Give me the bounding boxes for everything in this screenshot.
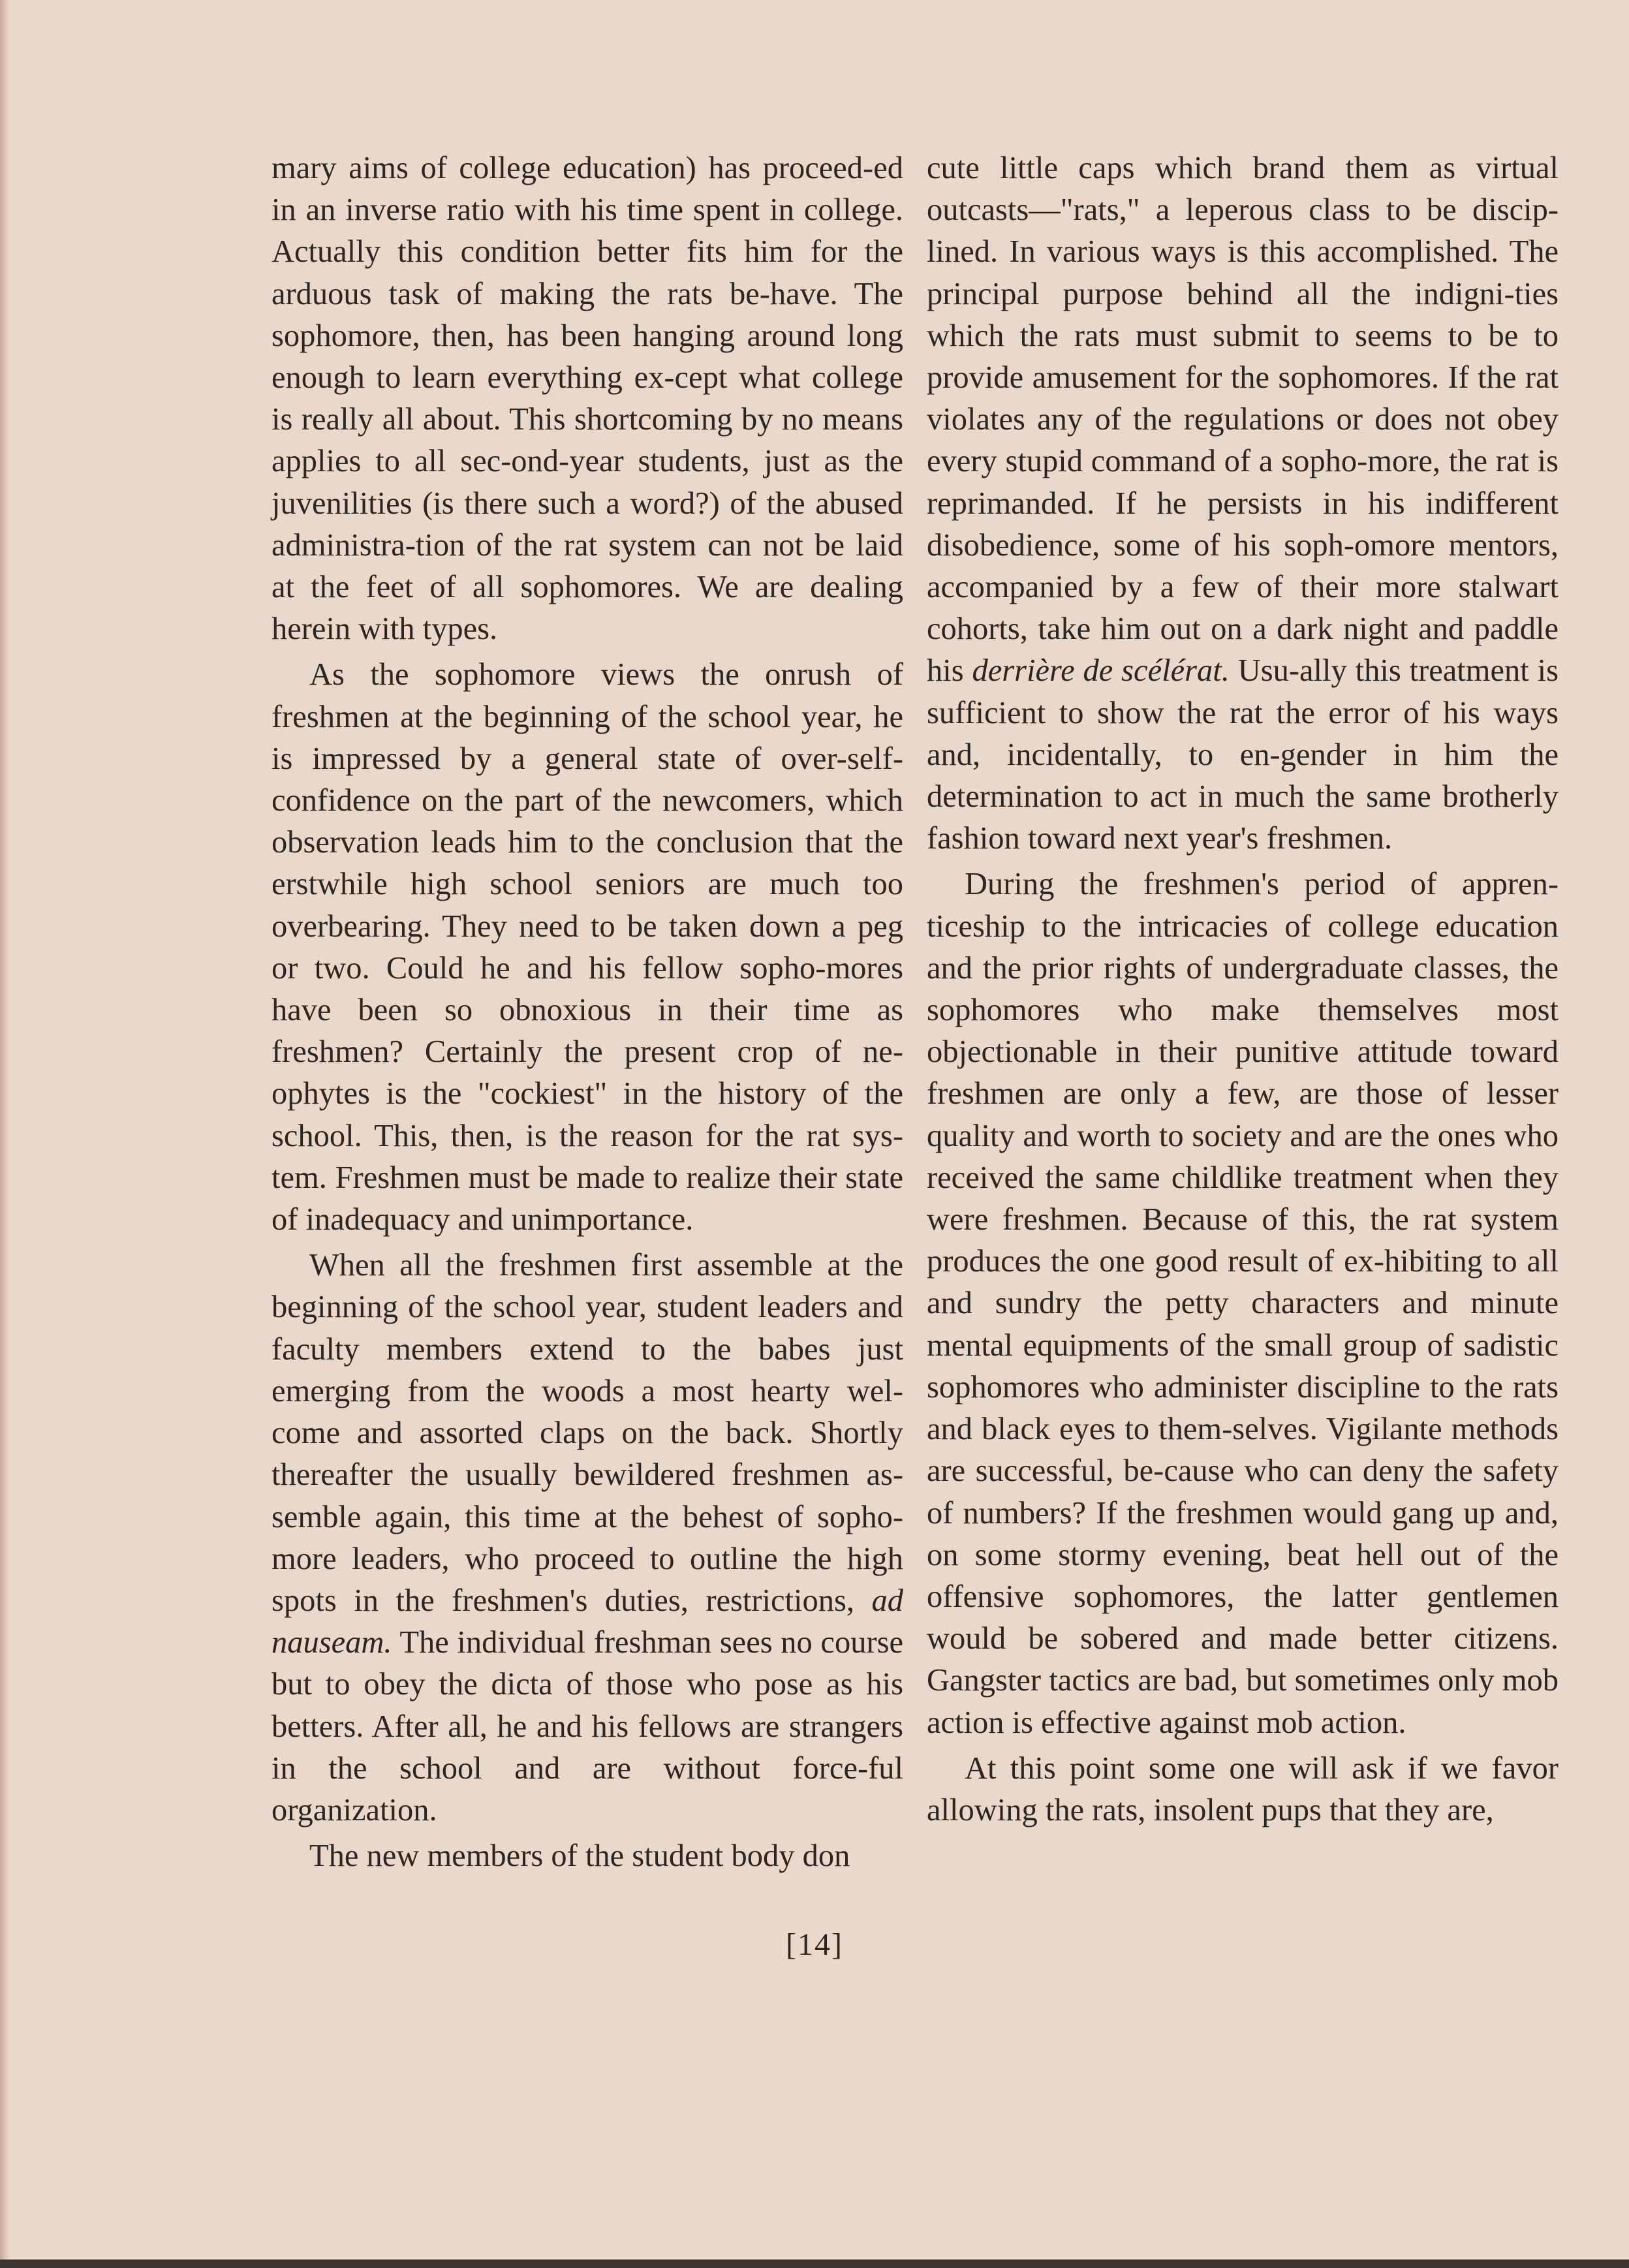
right-text-column bbox=[927, 148, 1559, 1831]
paragraph bbox=[927, 148, 1559, 860]
paragraph-text: mary aims of college education) has proceed-ed in an inverse ratio with his time spent in college. Actually this condition better fits him for the arduous task of making the rats be-have. The sophomore, then, has been hanging around long enough to learn everything ex-cept what college is really all about. This shortcoming by no means applies to all sec-ond-year students, just as the juvenilities (is there such a word?) of the abused administra-tion of the rat system can not be laid at the feet of all sophomores. We are dealing herein with types. bbox=[272, 151, 903, 647]
italic-phrase: derrière de scélérat. bbox=[972, 653, 1230, 689]
paragraph bbox=[272, 654, 903, 1241]
paragraph-text: cute little caps which brand them as virtual outcasts—"rats," a leperous class to be discip-lined. In various ways is this accomplished. The principal purpose behind all the indigni-ties which the rats must submit to seems to be to provide amusement for the sophomores. If the rat violates any of the regulations or does not obey every stupid command of a sopho-more, the rat is reprimanded. If he persists in his indifferent disobedience, some of his soph-omore mentors, accompanied by a few of their more stalwart cohorts, take him out on a dark night and paddle his bbox=[927, 151, 1559, 689]
paragraph-text: The individual freshman sees no course but to obey the dicta of those who pose as his betters. After all, he and his fellows are strangers in the school and are without force-ful organization. bbox=[272, 1625, 903, 1827]
left-text-column bbox=[272, 148, 903, 1877]
scan-bottom-edge bbox=[0, 2260, 1629, 2268]
paragraph-text: When all the freshmen first assemble at the beginning of the school year, student leaders and faculty members extend to the babes just emerging from the woods a most hearty wel-come and assorted claps on the back. Shortly thereafter the usually bewildered freshmen as-semble again, this time at the behest of sopho-more leaders, who proceed to outline the high spots in the freshmen's duties, restrictions, bbox=[272, 1248, 903, 1618]
paragraph-text: During the freshmen's period of appren-ticeship to the intricacies of college education and the prior rights of undergraduate classes, the sophomores who make themselves most objectionable in their punitive attitude toward freshmen are only a few, are those of lesser quality and worth to society and are the ones who received the same childlike treatment when they were freshmen. Because of this, the rat system produces the one good result of ex-hibiting to all and sundry the petty characters and minute mental equipments of the small group of sadistic sophomores who administer discipline to the rats and black eyes to them-selves. Vigilante methods are successful, be-cause who can deny the safety of numbers? If the freshmen would gang up and, on some stormy evening, beat hell out of the offensive sophomores, the latter gentlemen would be sobered and made better citizens. Gangster tactics are bad, but sometimes only mob action is effective against mob action. bbox=[927, 867, 1559, 1740]
paragraph-text: Usu-ally this treatment is sufficient to show the rat the error of his ways and, incidentally, to en-gender in him the determination to act in much the same brotherly fashion toward next year's freshmen. bbox=[927, 653, 1559, 856]
paragraph-text: At this point some one will ask if we favor allowing the rats, insolent pups that they are, bbox=[927, 1750, 1559, 1827]
paragraph-text: As the sophomore views the onrush of freshmen at the beginning of the school year, he is impressed by a general state of over-self-confidence on the part of the newcomers, which observation leads him to the conclusion that the erstwhile high school seniors are much too overbearing. They need to be taken down a peg or two. Could he and his fellow sopho-mores have been so obnoxious in their time as freshmen? Certainly the present crop of ne-ophytes is the "cockiest" in the history of the school. This, then, is the reason for the rat sys-tem. Freshmen must be made to realize their state of inadequacy and unimportance. bbox=[272, 657, 903, 1237]
paragraph bbox=[927, 1748, 1559, 1831]
paragraph bbox=[272, 1245, 903, 1831]
paragraph-text: The new members of the student body don bbox=[309, 1839, 850, 1874]
italic-phrase: ad nauseam. bbox=[272, 1583, 903, 1660]
paragraph bbox=[272, 148, 903, 650]
page-number: [14] bbox=[786, 1927, 843, 1962]
paragraph bbox=[927, 863, 1559, 1743]
paragraph bbox=[272, 1835, 903, 1877]
